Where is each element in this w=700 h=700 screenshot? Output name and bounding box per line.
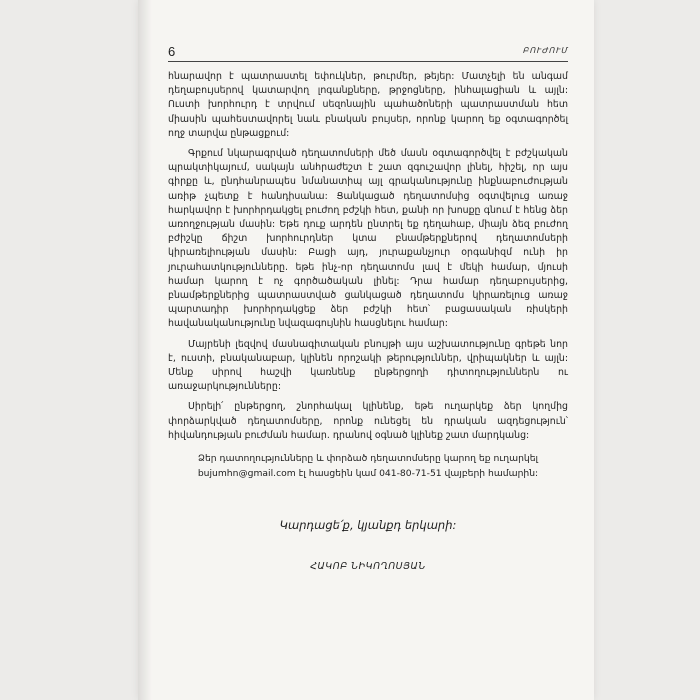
paragraph-4: Սիրելի՛ ընթերցող, շնորհակալ կլինենք, եթե ուղարկեք ձեր կողմից փորձարկված դեղատոմսերը, որոնք ունեցել են դրական ազդեցություն՝ հիվանդության բուժման համար. դրանով օգնած կլինեք շատ մարդկանց:: [168, 401, 568, 441]
header-rule: [168, 61, 568, 62]
author-name: ՀԱԿՈԲ ՆԻԿՈՂՈՍՅԱՆ: [310, 561, 426, 572]
page-number: 6: [168, 44, 176, 59]
paragraph-1: հնարավոր է պատրաստել եփուկներ, թուրմեր, թեյեր: Մատչելի են անգամ դեղաբույսերով կատարվող լոգանքները, թրջոցները, ինհալացիան և այլն: Ուստի խորհուրդ է տրվում սեզոնային պահածոների պատրաստման հետ միասին պահեստավորել նաև բնական բույսեր, որոնք կարող եք օգտագործել ողջ տարվա ընթացքում:: [168, 71, 568, 139]
running-head: ԲՈՒԺՈՒՄ: [522, 46, 568, 55]
contact-line-2: bujumhn@gmail.com էլ հասցեին կամ 041-80-71-51 վայբերի համարին:: [197, 468, 539, 479]
contact-line-1: Ձեր դատողությունները և փորձած դեղատոմսերը կարող եք ուղարկել: [197, 453, 539, 464]
body-text: [168, 70, 568, 449]
paragraph-3: Մայրենի լեզվով մասնագիտական բնույթի այս աշխատությունը գրեթե նոր է, ուստի, բնականաբար, կլինեն որոշակի թերություններ, վրիպակներ և այլն: Մենք սիրով հաշվի կառնենք ընթերցողի դիտողություններն ու առաջարկությունները:: [168, 338, 568, 393]
paragraph-2: Գրքում նկարագրված դեղատոմսերի մեծ մասն օգտագործվել է բժշկական պրակտիկայում, սակայն անհրաժեշտ է շատ զգուշավոր լինել, հիշել, որ այս գիրքը և, ընդհանրապես նմանատիպ այլ գրականությունը ինքնաբուժության առիթ չպետք է հանդիսանա: Ցանկացած դեղատոմսից օգտվելուց առաջ հարկավոր է խորհրդակցել բուժող բժշկի հետ, քանի որ խոսքը գնում է հենց ձեր առողջության մասին: Եթե դուք արդեն ընտրել եք դեղահաբ, միայն ձեզ բուժող բժիշկը ճիշտ խորհուրդներ կտա բնամթերքներով դեղատոմսերի կիրառելիության մասին: Բացի այդ, յուրաքանչյուր օրգանիզմ ունի իր յուրահատկությունները. եթե ինչ-որ դեղատոմս լավ է մեկի համար, մյուսի համար կարող է ոչ գործածական լինել: Դրա համար դեղաբույսերից, բնամթերքներից պատրաստված ցանկացած դեղատոմս կիրառելուց առաջ պարտադիր խորհրդակցեք ձեր բժշկի հետ՝ բացասական ռիսկերի հավանականությունը նվազագույնին հասցնելու համար:: [168, 148, 568, 330]
book-page: [138, 0, 594, 700]
contact-block: [168, 451, 568, 481]
spine-shadow: [138, 0, 152, 700]
page-header: [168, 44, 568, 60]
closing-wish: Կարդացե՛ք, կյանքդ երկարի:: [279, 518, 457, 532]
